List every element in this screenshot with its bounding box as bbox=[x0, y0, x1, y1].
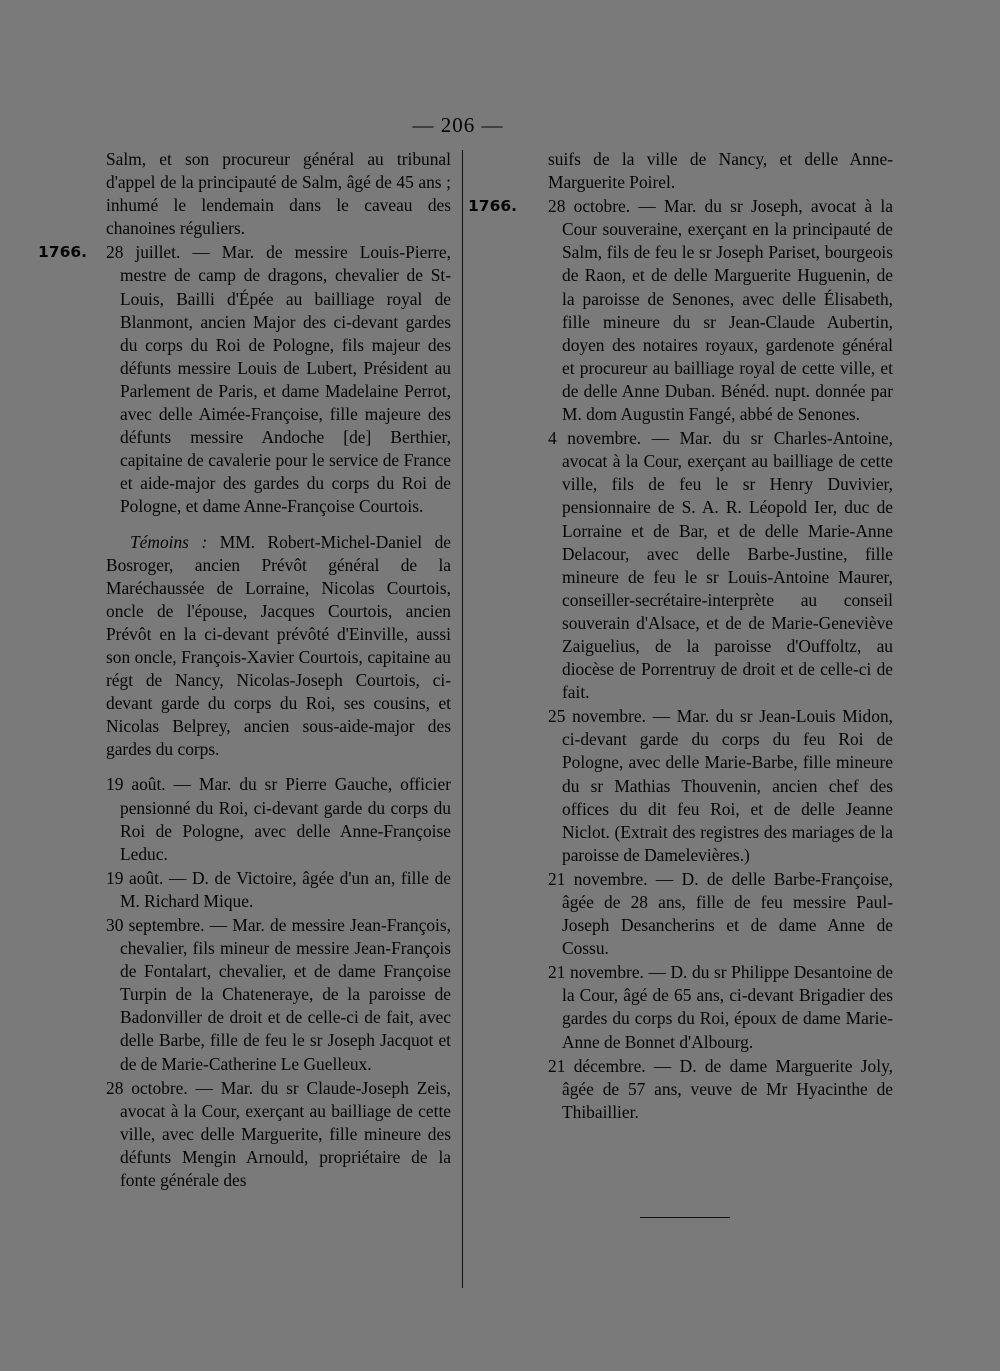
entry-text: 25 novembre. — Mar. du sr Jean-Louis Midon, ci-devant garde du corps du feu Roi de Pologne, avec delle Marie-Barbe, fille mineure du sr Mathias Thouvenin, ancien chef des offices du dit feu Roi, et de delle Jeanne Niclot. (Extrait des registres des mariages de la paroisse de Damelevières.) bbox=[548, 706, 893, 865]
list-item bbox=[106, 914, 451, 1076]
entry-text: 30 septembre. — Mar. de messire Jean-François, chevalier, fils mineur de messire Jean-François de Fontalart, chevalier, et de dame Françoise Turpin de la Chateneraye, de la paroisse de Badonviller de droit et de celle-ci de fait, avec delle Barbe, fille de feu le sr Joseph Jacquot et de de Marie-Catherine Le Guelleux. bbox=[106, 915, 451, 1074]
list-item bbox=[468, 195, 893, 426]
witness-paragraph bbox=[106, 531, 451, 762]
page-number: — 206 — bbox=[412, 113, 504, 137]
entry-text: 28 octobre. — Mar. du sr Claude-Joseph Zeis, avocat à la Cour, exerçant au bailliage de cette ville, avec delle Marguerite, fille mineure des défunts Mengin Arnould, propriétaire de la fonte générale des bbox=[106, 1077, 451, 1191]
right-column bbox=[468, 148, 893, 1125]
list-item bbox=[548, 705, 893, 867]
list-item bbox=[548, 148, 893, 194]
entry-text: MM. Robert-Michel-Daniel de Bosroger, ancien Prévôt général de la Maréchaussée de Lorraine, Nicolas Courtois, oncle de l'épouse, Jacques Courtois, ancien Prévôt en la ci-devant prévôté d'Einville, aussi son oncle, François-Xavier Courtois, capitaine au régt de Nancy, Nicolas-Joseph Courtois, ci-devant garde du corps du Roi, ses cousins, et Nicolas Belprey, ancien sous-aide-major des gardes du corps. bbox=[106, 531, 451, 760]
entry-text: suifs de la ville de Nancy, et delle Anne-Marguerite Poirel. bbox=[548, 149, 893, 193]
list-item bbox=[106, 1077, 451, 1192]
list-item bbox=[106, 867, 451, 913]
end-rule bbox=[640, 1217, 730, 1218]
list-item bbox=[106, 773, 451, 865]
entry-text: 28 octobre. — Mar. du sr Joseph, avocat à la Cour souveraine, exerçant en la principauté de Salm, fils de feu le sr Joseph Pariset, bourgeois de Raon, et de delle Marguerite Huguenin, de la paroisse de Senones, avec delle Élisabeth, fille mineure du sr Jean-Claude Aubertin, doyen des notaires royaux, gardenote général et procureur au bailliage royal de cette ville, et de delle Anne Duban. Bénéd. nupt. donnée par M. dom Augustin Fangé, abbé de Senones. bbox=[548, 196, 893, 425]
entry-year: 1766. bbox=[468, 197, 518, 216]
list-item bbox=[548, 1055, 893, 1124]
entry-text: Salm, et son procureur général au tribunal d'appel de la principauté de Salm, âgé de 45 ans ; inhumé le lendemain dans le caveau des chanoines réguliers. bbox=[106, 149, 451, 239]
entry-text: 21 novembre. — D. du sr Philippe Desantoine de la Cour, âgé de 65 ans, ci-devant Brigadier des gardes du corps du Roi, époux de dame Marie-Anne de Bonnet d'Albourg. bbox=[548, 962, 893, 1052]
entry-text: 21 décembre. — D. de dame Marguerite Joly, âgée de 57 ans, veuve de Mr Hyacinthe de Thibaillier. bbox=[548, 1055, 893, 1122]
list-item bbox=[548, 427, 893, 704]
witness-label: Témoins : bbox=[130, 531, 208, 552]
list-item bbox=[38, 241, 451, 518]
entry-text: 4 novembre. — Mar. du sr Charles-Antoine, avocat à la Cour, exerçant au bailliage de cette ville, fils de feu le sr Henry Duvivier, pensionnaire de S. A. R. Léopold Ier, duc de Lorraine et de Bar, et de delle Marie-Anne Delacour, avec delle Barbe-Justine, fille mineure de feu le sr Louis-Antoine Maurer, conseiller-secrétaire-interprète au conseil souverain d'Alsace, et de de Marie-Geneviève Zaiguelius, de la paroisse d'Ouffoltz, au diocèse de Porrentruy de droit et de celle-ci de fait. bbox=[548, 428, 893, 703]
entry-text: 19 août. — D. de Victoire, âgée d'un an, fille de M. Richard Mique. bbox=[106, 867, 451, 911]
column-divider bbox=[462, 150, 463, 1288]
left-column bbox=[38, 148, 451, 1193]
entry-text: 19 août. — Mar. du sr Pierre Gauche, officier pensionné du Roi, ci-devant garde du corps du Roi de Pologne, avec delle Anne-Françoise Leduc. bbox=[106, 774, 451, 864]
list-item bbox=[548, 961, 893, 1053]
entry-text: 28 juillet. — Mar. de messire Louis-Pierre, mestre de camp de dragons, chevalier de St-Louis, Bailli d'Épée au bailliage royal de Blanmont, ancien Major des ci-devant gardes du corps du Roi de Pologne, fils majeur des défunts messire Louis de Lubert, Président au Parlement de Paris, et dame Madelaine Perrot, avec delle Aimée-Françoise, fille majeure des défunts messire Andoche [de] Berthier, capitaine de cavalerie pour le service de France et aide-major des gardes du corps du Roi de Pologne, et dame Anne-Françoise Courtois. bbox=[106, 242, 451, 517]
entry-text: 21 novembre. — D. de delle Barbe-Françoise, âgée de 28 ans, fille de feu messire Paul-Joseph Desancherins et de dame Anne de Cossu. bbox=[548, 868, 893, 959]
list-item bbox=[548, 868, 893, 960]
entry-year: 1766. bbox=[38, 243, 88, 262]
list-item bbox=[106, 148, 451, 240]
